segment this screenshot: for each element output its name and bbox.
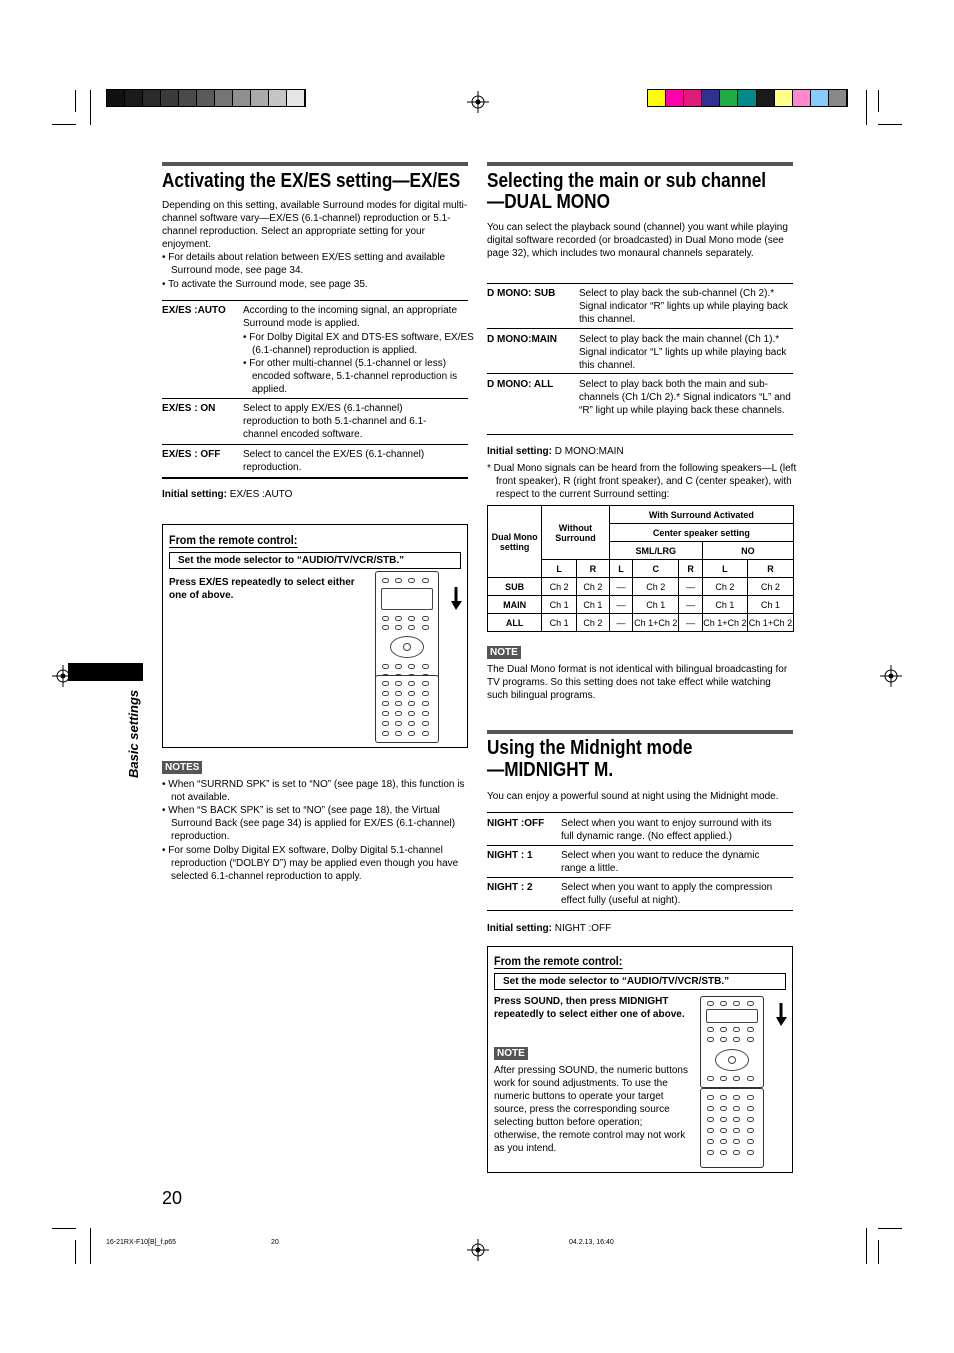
section-bar	[162, 162, 468, 166]
color-swatch	[269, 90, 287, 106]
table-header-sml: SML/LRG	[609, 542, 702, 560]
setting-label: EX/ES :AUTO	[162, 305, 226, 316]
divider	[487, 373, 793, 374]
table-cell: Ch 1	[542, 614, 577, 632]
divider	[162, 444, 468, 445]
notes-tag: NOTES	[162, 761, 202, 774]
remote-control-box	[487, 946, 793, 1173]
color-swatch	[702, 90, 720, 106]
table-cell: Ch 2	[577, 578, 610, 596]
remote-heading: From the remote control:	[494, 954, 623, 968]
remote-control-illustration-bottom	[700, 1088, 764, 1168]
table-row	[488, 596, 794, 614]
divider	[487, 877, 793, 878]
table-header-no: NO	[702, 542, 793, 560]
setting-label: NIGHT : 1	[487, 850, 533, 861]
press-arrow-icon	[776, 1003, 788, 1027]
setting-label: D MONO: SUB	[487, 288, 556, 299]
remote-control-box	[162, 524, 468, 748]
table-cell: —	[609, 614, 633, 632]
exes-intro: Depending on this setting, available Surround modes for digital multi-channel software vary—EX/ES (6.1-channel) reproduction or 5.1-channel reproduction. Select an appropriate setting for your enjoyment.	[162, 200, 468, 250]
footnote: * Dual Mono signals can be heard from the following speakers—L (left front speaker), R (right front speaker), and C (center speaker), with respect to the current Surround setting:	[487, 463, 797, 500]
table-row-label: MAIN	[488, 596, 542, 614]
remote-note: After pressing SOUND, the numeric buttons work for sound adjustments. To use the numeric buttons to operate your target source, press the corresponding source selecting button before operation; otherwise, the remote control may not work as you intend.	[494, 1065, 688, 1154]
table-cell: —	[679, 578, 703, 596]
setting-text: Select to play back both the main and sub-channels (Ch 1/Ch 2).* Signal indicators “L” and “R” light up while playing back these channels.	[579, 379, 791, 416]
table-row	[488, 578, 794, 596]
setting-text: According to the incoming signal, an appropriate Surround mode is applied.	[243, 305, 458, 329]
color-swatch	[179, 90, 197, 106]
color-swatch	[107, 90, 125, 106]
remote-heading: From the remote control:	[169, 533, 298, 547]
table-col-header: C	[633, 560, 679, 578]
footer-filename: 16-21RX-F10[B]_f.p65	[106, 1239, 177, 1246]
color-swatch	[197, 90, 215, 106]
note-item: • For some Dolby Digital EX software, Dolby Digital 5.1-channel reproduction (“DOLBY D”) may be applied even though you have selected 6.1-channel reproduction to apply.	[162, 845, 459, 882]
table-cell: Ch 1	[633, 596, 679, 614]
section-bar	[487, 730, 793, 734]
color-swatch	[793, 90, 811, 106]
table-cell: Ch 1+Ch 2	[702, 614, 747, 632]
initial-setting: Initial setting: D MONO:MAIN	[487, 446, 624, 457]
divider	[487, 434, 793, 435]
press-arrow-icon	[451, 587, 463, 611]
note-item: • When “S BACK SPK” is set to “NO” (see page 18), the Virtual Surround Back (see page 34) is applied for EX/ES (6.1-channel) reproduction.	[162, 805, 456, 842]
side-tab-marker	[68, 663, 143, 681]
table-cell: Ch 2	[577, 614, 610, 632]
note-item: • When “SURRND SPK” is set to “NO” (see page 18), this function is not available.	[162, 779, 465, 803]
table-header-with: With Surround Activated	[609, 506, 793, 524]
color-swatch	[811, 90, 829, 106]
registration-target-icon	[467, 1239, 489, 1261]
table-cell: Ch 2	[702, 578, 747, 596]
mode-selector-instruction: Set the mode selector to “AUDIO/TV/VCR/STB.”	[169, 552, 461, 569]
setting-text: Select when you want to apply the compression effect fully (useful at night).	[561, 882, 773, 906]
divider	[487, 910, 793, 911]
setting-label: D MONO:MAIN	[487, 334, 557, 345]
divider	[487, 283, 793, 284]
color-swatch	[143, 90, 161, 106]
color-swatch	[666, 90, 684, 106]
exes-bullet: • For details about relation between EX/ES setting and available Surround mode, see page 34.	[162, 252, 446, 276]
color-swatch	[233, 90, 251, 106]
setting-text: Select to apply EX/ES (6.1-channel) reproduction to both 5.1-channel and 6.1-channel encoded software.	[243, 403, 427, 440]
setting-text: Select when you want to enjoy surround with its full dynamic range. (No effect applied.)	[561, 818, 772, 842]
section-title-midnight: Using the Midnight mode	[487, 737, 693, 759]
initial-setting: Initial setting: NIGHT :OFF	[487, 923, 612, 934]
color-bar-right	[647, 89, 848, 107]
initial-setting: Initial setting: EX/ES :AUTO	[162, 489, 293, 500]
table-cell: Ch 1+Ch 2	[633, 614, 679, 632]
registration-target-icon	[880, 665, 902, 687]
footer-date: 04.2.13, 16:40	[569, 1239, 614, 1246]
divider	[487, 812, 793, 813]
table-cell: Ch 1+Ch 2	[747, 614, 793, 632]
table-col-header: L	[702, 560, 747, 578]
table-col-header: L	[542, 560, 577, 578]
color-swatch	[125, 90, 143, 106]
footer-page: 20	[271, 1239, 279, 1246]
table-row-label: ALL	[488, 614, 542, 632]
dual-mono-speaker-table	[487, 505, 794, 632]
setting-subbullet: • For Dolby Digital EX and DTS-ES software, EX/ES (6.1-channel) reproduction is applied.	[243, 332, 474, 356]
section-title-midnight-sub: —MIDNIGHT M.	[487, 759, 614, 781]
dual-mono-intro: You can select the playback sound (channel) you want while playing digital software recorded (or broadcasted) in Dual Mono mode (see page 32), which includes two monaural channels separately.	[487, 222, 788, 259]
color-swatch	[251, 90, 269, 106]
divider	[162, 300, 468, 301]
note-tag: NOTE	[494, 1047, 528, 1060]
table-col-header: R	[577, 560, 610, 578]
registration-target-icon	[467, 91, 489, 113]
color-swatch	[287, 90, 305, 106]
setting-text: Select to cancel the EX/ES (6.1-channel) reproduction.	[243, 449, 425, 473]
table-cell: Ch 1	[577, 596, 610, 614]
table-header-without: Without Surround	[542, 506, 610, 560]
section-title-dual-mono-sub: —DUAL MONO	[487, 191, 610, 213]
table-cell: Ch 1	[747, 596, 793, 614]
setting-label: NIGHT :OFF	[487, 818, 545, 829]
remote-control-illustration-top	[700, 996, 764, 1088]
table-col-header: R	[747, 560, 793, 578]
color-swatch	[775, 90, 793, 106]
table-cell: Ch 2	[633, 578, 679, 596]
color-swatch	[829, 90, 847, 106]
color-swatch	[648, 90, 666, 106]
color-swatch	[684, 90, 702, 106]
setting-label: EX/ES : OFF	[162, 449, 221, 460]
setting-text: Select to play back the main channel (Ch 1).* Signal indicator “L” lights up while playing back this channel.	[579, 334, 787, 371]
color-swatch	[720, 90, 738, 106]
setting-label: EX/ES : ON	[162, 403, 216, 414]
divider	[487, 328, 793, 329]
dual-mono-note: The Dual Mono format is not identical with bilingual broadcasting for TV programs. So this setting does not take effect while watching such bilingual programs.	[487, 664, 788, 701]
divider	[487, 845, 793, 846]
color-swatch	[161, 90, 179, 106]
setting-text: Select when you want to reduce the dynamic range a little.	[561, 850, 760, 874]
divider	[162, 398, 468, 399]
section-title-dual-mono: Selecting the main or sub channel	[487, 170, 767, 192]
table-header-center: Center speaker setting	[609, 524, 793, 542]
table-row	[488, 614, 794, 632]
setting-text: Select to play back the sub-channel (Ch 2).* Signal indicator “R” lights up while playing back this channel.	[579, 288, 788, 325]
side-section-label: Basic settings	[126, 689, 141, 778]
setting-label: D MONO: ALL	[487, 379, 554, 390]
exes-bullet: • To activate the Surround mode, see page 35.	[162, 279, 368, 290]
table-cell: Ch 2	[747, 578, 793, 596]
midnight-intro: You can enjoy a powerful sound at night using the Midnight mode.	[487, 791, 779, 802]
color-swatch	[757, 90, 775, 106]
table-cell: —	[679, 614, 703, 632]
table-col-header: R	[679, 560, 703, 578]
section-title-exes: Activating the EX/ES setting—EX/ES	[162, 170, 461, 192]
table-cell: —	[609, 578, 633, 596]
color-swatch	[738, 90, 756, 106]
divider	[162, 477, 468, 479]
table-col-header: L	[609, 560, 633, 578]
table-cell: Ch 1	[702, 596, 747, 614]
mode-selector-instruction: Set the mode selector to “AUDIO/TV/VCR/STB.”	[494, 973, 786, 990]
note-tag: NOTE	[487, 646, 521, 659]
color-swatch	[215, 90, 233, 106]
table-cell: Ch 1	[542, 596, 577, 614]
color-bar-left	[106, 89, 306, 107]
table-cell: —	[679, 596, 703, 614]
table-corner-header: Dual Mono setting	[488, 506, 542, 578]
remote-instruction: Press SOUND, then press MIDNIGHT repeatedly to select either one of above.	[494, 996, 685, 1020]
setting-subbullet: • For other multi-channel (5.1-channel or less) encoded software, 5.1-channel reproduction is applied.	[243, 358, 458, 395]
section-bar	[487, 162, 793, 166]
table-row-label: SUB	[488, 578, 542, 596]
remote-control-illustration-bottom	[375, 675, 439, 743]
page-number: 20	[162, 1188, 183, 1208]
table-cell: Ch 2	[542, 578, 577, 596]
table-cell: —	[609, 596, 633, 614]
remote-instruction: Press EX/ES repeatedly to select either one of above.	[169, 577, 355, 601]
setting-label: NIGHT : 2	[487, 882, 533, 893]
